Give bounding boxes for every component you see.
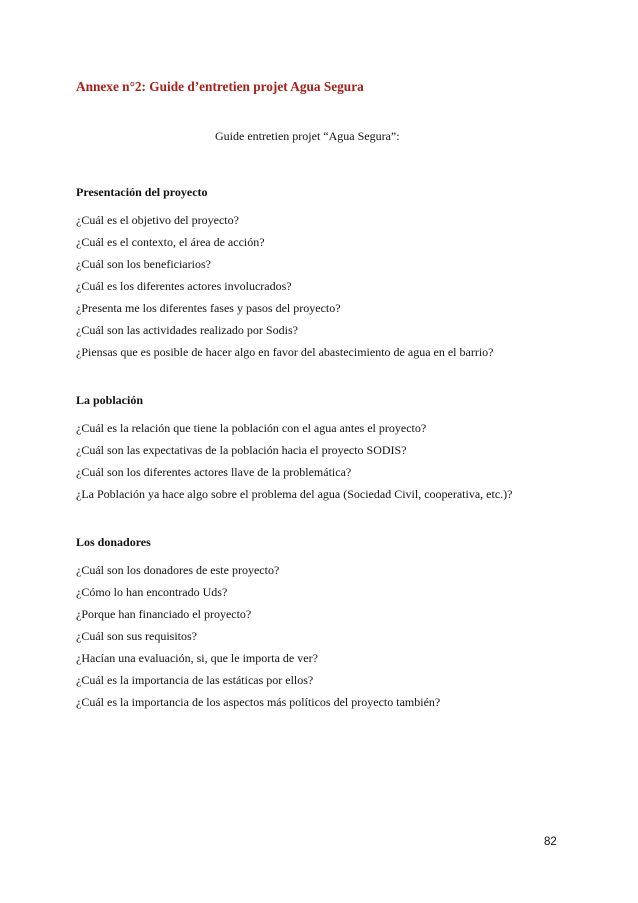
question: ¿Cuál son los diferentes actores llave de la problemática?	[76, 465, 352, 479]
question: ¿Porque han financiado el proyecto?	[76, 607, 252, 621]
question: ¿Hacían una evaluación, si, que le importa de ver?	[76, 651, 318, 665]
question: ¿Cuál son los beneficiarios?	[76, 257, 211, 271]
question: ¿Cuál es los diferentes actores involucrados?	[76, 279, 292, 293]
question: ¿Cuál es el contexto, el área de acción?	[76, 235, 265, 249]
question: ¿Cuál son los donadores de este proyecto?	[76, 563, 280, 577]
question: ¿Cómo lo han encontrado Uds?	[76, 585, 228, 599]
question: ¿Cuál es la importancia de los aspectos más políticos del proyecto también?	[76, 695, 441, 709]
interview-guide-subtitle: Guide entretien projet “Agua Segura”:	[215, 129, 400, 143]
section-heading-poblacion: La población	[76, 393, 144, 407]
question: ¿Presenta me los diferentes fases y pasos del proyecto?	[76, 301, 341, 315]
question: ¿Cuál es la importancia de las estáticas por ellos?	[76, 673, 314, 687]
question: ¿Cuál son las actividades realizado por Sodis?	[76, 323, 298, 337]
page-number: 82	[544, 836, 557, 848]
section-heading-donadores: Los donadores	[76, 535, 151, 549]
annex-title: Annexe n°2: Guide d’entretien projet Agua Segura	[76, 79, 364, 94]
section-heading-presentacion: Presentación del proyecto	[76, 185, 208, 199]
question: ¿Cuál son las expectativas de la población hacia el proyecto SODIS?	[76, 443, 407, 457]
question: ¿La Población ya hace algo sobre el problema del agua (Sociedad Civil, cooperativa, etc.)?	[76, 487, 513, 501]
question: ¿Cuál es la relación que tiene la población con el agua antes el proyecto?	[76, 421, 427, 435]
question: ¿Cuál es el objetivo del proyecto?	[76, 213, 239, 227]
question: ¿Piensas que es posible de hacer algo en favor del abastecimiento de agua en el barrio?	[76, 345, 494, 359]
question: ¿Cuál son sus requisitos?	[76, 629, 197, 643]
